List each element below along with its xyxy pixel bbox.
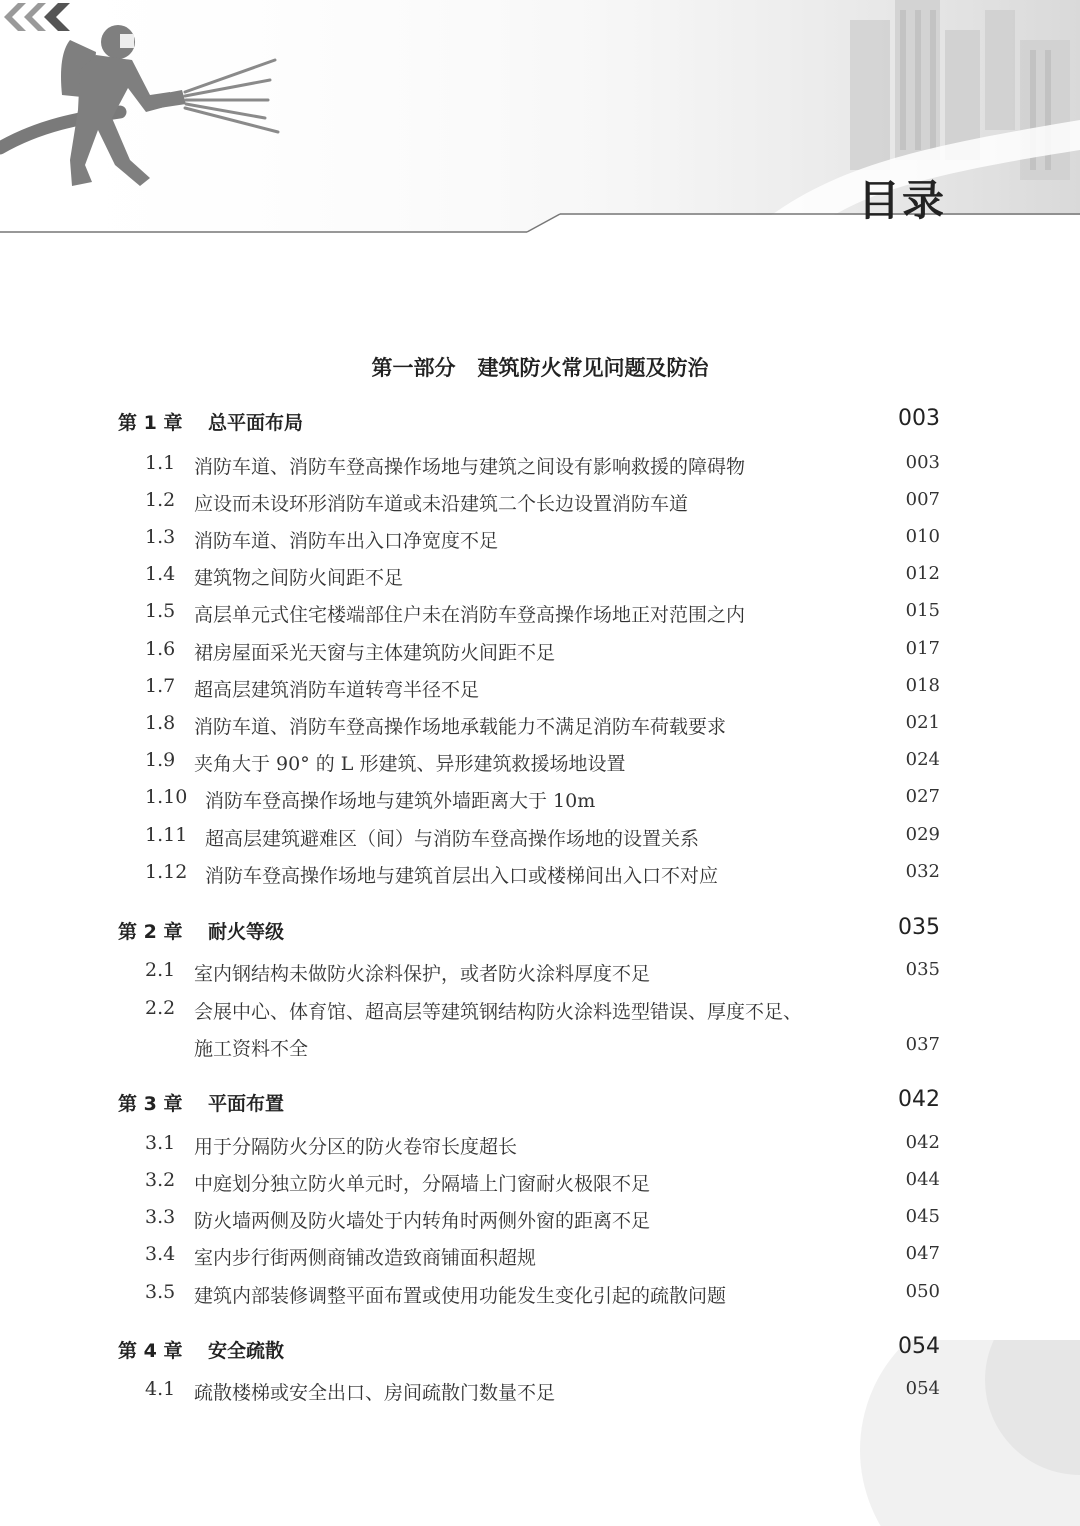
entry-title: 消防车道、消防车登高操作场地承载能力不满足消防车荷载要求	[194, 716, 727, 738]
entry-number: 1.5	[145, 600, 176, 622]
toc-entry-3-1[interactable]	[145, 1132, 940, 1160]
entry-number: 1.11	[145, 824, 188, 846]
entry-number: 2.1	[145, 959, 176, 981]
entry-title: 超高层建筑避难区（间）与消防车登高操作场地的设置关系	[205, 828, 700, 850]
chapter-title: 总平面布局	[208, 412, 304, 434]
toc-entry-1-11[interactable]	[145, 824, 940, 852]
toc-entry-3-3[interactable]	[145, 1206, 940, 1234]
entry-page: 042	[905, 1132, 940, 1153]
entry-number: 1.9	[145, 749, 176, 771]
part-label: 第一部分	[371, 356, 456, 380]
header-banner	[0, 0, 1080, 240]
toc-entry-1-8[interactable]	[145, 712, 940, 740]
toc-entry-1-12[interactable]	[145, 861, 940, 889]
entry-number: 1.12	[145, 861, 188, 883]
entry-page: 047	[905, 1243, 940, 1264]
chapter-2-heading[interactable]	[118, 917, 940, 947]
toc-entry-1-5[interactable]	[145, 600, 940, 628]
entry-number: 1.6	[145, 638, 176, 660]
chapter-label: 第 4 章	[118, 1340, 183, 1362]
entry-title: 用于分隔防火分区的防火卷帘长度超长	[194, 1136, 518, 1158]
chapter-title: 耐火等级	[208, 921, 285, 943]
entry-page: 032	[905, 861, 940, 882]
entry-page: 021	[905, 712, 940, 733]
toc-entry-1-4[interactable]	[145, 563, 940, 591]
entry-page: 012	[905, 563, 940, 584]
chapter-3-heading[interactable]	[118, 1089, 940, 1119]
entry-title: 消防车登高操作场地与建筑首层出入口或楼梯间出入口不对应	[205, 865, 719, 887]
entry-page: 018	[905, 675, 940, 696]
entry-page: 044	[905, 1169, 940, 1190]
toc-entry-1-2[interactable]	[145, 489, 940, 517]
entry-title: 建筑内部装修调整平面布置或使用功能发生变化引起的疏散问题	[194, 1285, 727, 1307]
entry-title: 室内步行街两侧商铺改造致商铺面积超规	[194, 1247, 537, 1269]
entry-number: 3.3	[145, 1206, 176, 1228]
entry-title: 建筑物之间防火间距不足	[194, 567, 404, 589]
entry-title: 高层单元式住宅楼端部住户未在消防车登高操作场地正对范围之内	[194, 604, 746, 626]
entry-title-continued: 施工资料不全	[194, 1038, 309, 1060]
toc-entry-3-2[interactable]	[145, 1169, 940, 1197]
entry-title: 裙房屋面采光天窗与主体建筑防火间距不足	[194, 642, 556, 664]
entry-page: 015	[905, 600, 940, 621]
entry-title: 消防车道、消防车出入口净宽度不足	[194, 530, 499, 552]
chapter-label: 第 3 章	[118, 1093, 183, 1115]
entry-number: 1.1	[145, 452, 176, 474]
part-heading	[0, 352, 1080, 382]
entry-title: 夹角大于 90° 的 L 形建筑、异形建筑救援场地设置	[194, 753, 626, 775]
chapter-label: 第 2 章	[118, 921, 183, 943]
entry-number: 2.2	[145, 997, 176, 1019]
entry-page: 003	[905, 452, 940, 473]
entry-page: 037	[905, 1034, 940, 1055]
chapter-1-heading[interactable]	[118, 408, 940, 438]
chapter-title: 平面布置	[208, 1093, 285, 1115]
part-title: 建筑防火常见问题及防治	[477, 356, 709, 380]
entry-page: 029	[905, 824, 940, 845]
chapter-page: 054	[898, 1334, 940, 1359]
toc-entry-1-3[interactable]	[145, 526, 940, 554]
entry-title: 应设而未设环形消防车道或未沿建筑二个长边设置消防车道	[194, 493, 689, 515]
entry-page: 007	[905, 489, 940, 510]
entry-page: 035	[905, 959, 940, 980]
entry-number: 3.1	[145, 1132, 176, 1154]
chapter-page: 003	[898, 406, 940, 431]
entry-number: 3.2	[145, 1169, 176, 1191]
chapter-label: 第 1 章	[118, 412, 183, 434]
chapter-4-heading[interactable]	[118, 1336, 940, 1366]
entry-number: 1.8	[145, 712, 176, 734]
toc-entry-2-1[interactable]	[145, 959, 940, 987]
entry-title: 消防车登高操作场地与建筑外墙距离大于 10m	[205, 790, 596, 812]
entry-number: 3.4	[145, 1243, 176, 1265]
entry-title: 会展中心、体育馆、超高层等建筑钢结构防火涂料选型错误、厚度不足、	[194, 1001, 803, 1023]
entry-number: 1.10	[145, 786, 188, 808]
toc-entry-1-7[interactable]	[145, 675, 940, 703]
toc-entry-1-6[interactable]	[145, 638, 940, 666]
entry-number: 4.1	[145, 1378, 176, 1400]
entry-title: 防火墙两侧及防火墙处于内转角时两侧外窗的距离不足	[194, 1210, 651, 1232]
entry-page: 050	[905, 1281, 940, 1302]
entry-page: 027	[905, 786, 940, 807]
entry-number: 1.7	[145, 675, 176, 697]
entry-page: 045	[905, 1206, 940, 1227]
entry-page: 054	[905, 1378, 940, 1399]
chapter-page: 042	[898, 1087, 940, 1112]
toc-entry-4-1[interactable]	[145, 1378, 940, 1406]
toc-entry-3-4[interactable]	[145, 1243, 940, 1271]
entry-page: 024	[905, 749, 940, 770]
toc-entry-3-5[interactable]	[145, 1281, 940, 1309]
entry-title: 疏散楼梯或安全出口、房间疏散门数量不足	[194, 1382, 556, 1404]
entry-title: 室内钢结构未做防火涂料保护，或者防火涂料厚度不足	[194, 963, 651, 985]
entry-number: 1.3	[145, 526, 176, 548]
decorative-circles	[780, 1340, 1080, 1526]
entry-number: 1.4	[145, 563, 176, 585]
toc-entry-1-9[interactable]	[145, 749, 940, 777]
entry-number: 3.5	[145, 1281, 176, 1303]
chapter-title: 安全疏散	[208, 1340, 285, 1362]
entry-title: 消防车道、消防车登高操作场地与建筑之间设有影响救援的障碍物	[194, 456, 746, 478]
toc-entry-2-2[interactable]	[145, 997, 940, 1062]
entry-number: 1.2	[145, 489, 176, 511]
page-title: 目录	[858, 176, 947, 225]
chevrons-left-icon	[0, 0, 80, 34]
entry-title: 中庭划分独立防火单元时，分隔墙上门窗耐火极限不足	[194, 1173, 651, 1195]
entry-page: 017	[905, 638, 940, 659]
toc-entry-1-1[interactable]	[145, 452, 940, 480]
entry-page: 010	[905, 526, 940, 547]
entry-title: 超高层建筑消防车道转弯半径不足	[194, 679, 480, 701]
chapter-page: 035	[898, 915, 940, 940]
toc-entry-1-10[interactable]	[145, 786, 940, 814]
